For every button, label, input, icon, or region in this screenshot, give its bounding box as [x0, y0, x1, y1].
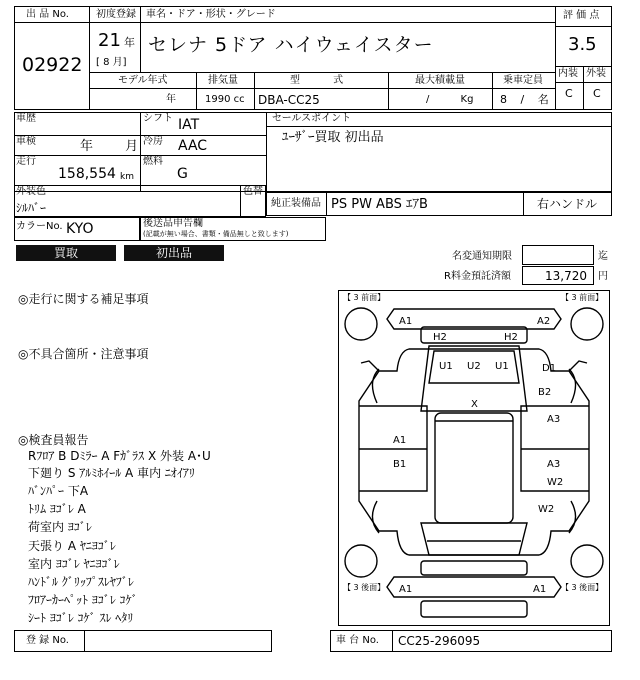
report-line: 天張り A ﾔﾆﾖｺﾞﾚ: [28, 539, 116, 553]
color-frame: [14, 185, 266, 217]
rear-window: [421, 523, 527, 555]
chassis-no: CC25-296095: [398, 634, 481, 648]
model-year-value: 年: [166, 94, 176, 105]
corner-label-tl: 【 3 前面】: [343, 293, 386, 302]
front-bumper: [387, 309, 561, 329]
first-reg-label: 初度登録: [96, 9, 136, 20]
lot-no: 02922: [22, 54, 83, 76]
name-change-box: [522, 245, 594, 265]
exterior-color-label: 外装色: [16, 186, 46, 197]
inspector-report-title: ◎検査員報告: [18, 433, 89, 447]
sales-point-text: ﾕｰｻﾞｰ買取 初出品: [282, 130, 384, 145]
wheel-icon: [571, 308, 603, 340]
name-change-label: 名変通知期限: [452, 251, 512, 262]
docs-note: (記載が無い場合、書類・備品無しと致します): [143, 230, 289, 238]
corner-label-br: 【 3 後面】: [561, 583, 604, 592]
first-reg-year: 21: [98, 30, 121, 51]
mark-w2-right-b: W2: [538, 504, 555, 515]
fuel-label: 燃料: [143, 156, 163, 167]
repaint-label: 色替: [243, 186, 263, 197]
wheel-icon: [345, 545, 377, 577]
rear-garnish: [421, 561, 527, 575]
lot-no-label: 出 品 No.: [26, 9, 69, 20]
mark-a1-bottom-right: A1: [533, 584, 547, 595]
mark-u2: U2: [467, 361, 481, 372]
inspection-value: 年 月: [80, 139, 139, 154]
fuel: G: [177, 166, 188, 182]
interior-grade: C: [565, 87, 573, 100]
report-line: 荷室内 ﾖｺﾞﾚ: [28, 520, 92, 534]
type-label: 型 式: [290, 75, 344, 86]
first-reg-month: [ 8 月]: [96, 57, 127, 68]
capacity: 8 / 名: [500, 93, 549, 106]
score: 3.5: [568, 34, 597, 55]
report-line: 下廻り S ｱﾙﾐﾎｲｰﾙ A 車内 ﾆｵｲｱﾘ: [28, 466, 195, 480]
inspection-label: 車検: [16, 136, 36, 147]
roof: [435, 413, 513, 523]
recycle-amount: 13,720: [545, 269, 587, 283]
model-year-label: モデル年式: [118, 75, 168, 86]
mileage: 158,554: [58, 166, 116, 182]
report-line: Rﾌﾛｱ B Dﾐﾗｰ A Fｶﾞﾗｽ X 外装 A･U: [28, 449, 211, 463]
sales-point-label: セールスポイント: [272, 113, 352, 124]
recycle-label: R料金預託済額: [444, 271, 511, 282]
corner-label-tr: 【 3 前面】: [561, 293, 604, 302]
car-diagram: [338, 290, 610, 626]
report-line: ｼｰﾄ ﾖｺﾞﾚ ｺｹﾞ ｽﾚ ﾍﾀﾘ: [28, 611, 134, 625]
equipment: PS PW ABS ｴｱB: [331, 197, 428, 212]
mark-u1b: U1: [495, 361, 509, 372]
wheel-icon: [571, 545, 603, 577]
exterior-label: 外装: [586, 68, 606, 79]
car-diagram-svg: [339, 291, 609, 625]
name-change-unit: 迄: [598, 251, 608, 262]
first-listing-bar: 初出品: [124, 245, 224, 261]
interior-label: 内装: [558, 68, 578, 79]
displacement-label: 排気量: [208, 75, 238, 86]
report-line: ﾊﾞﾝﾊﾟｰ 下A: [28, 484, 89, 498]
ac-label: 冷房: [143, 136, 163, 147]
docs-label: 後送品申告欄: [143, 218, 203, 229]
first-reg-year-unit: 年: [124, 36, 135, 49]
body-outline: [359, 349, 589, 555]
ac: AAC: [178, 138, 208, 154]
model-type: DBA-CC25: [258, 93, 320, 107]
mark-a3-right-mid: A3: [547, 459, 561, 470]
report-line: ﾄﾘﾑ ﾖｺﾞﾚ A: [28, 502, 86, 516]
report-line: ﾊﾝﾄﾞﾙ ｸﾞﾘｯﾌﾟｽﾚﾔﾌﾞﾚ: [28, 575, 134, 589]
corner-label-bl: 【 3 後面】: [343, 583, 386, 592]
mark-a1-bottom-left: A1: [399, 584, 413, 595]
exterior-grade: C: [593, 87, 601, 100]
history-label: 車歴: [16, 113, 36, 124]
shift-label: シフト: [143, 113, 173, 124]
equipment-label: 純正装備品: [271, 198, 321, 209]
steering: 右ハンドル: [537, 197, 598, 211]
shift: IAT: [178, 117, 200, 133]
exterior-color: ｼﾙﾊﾞｰ: [16, 201, 47, 215]
mark-b2: B2: [538, 387, 552, 398]
reg-no-label: 登 録 No.: [26, 635, 69, 646]
color-no: KYO: [66, 221, 94, 237]
driving-notes-title: ◎走行に関する補足事項: [18, 292, 149, 306]
report-line: ﾌﾛｱｰｶｰﾍﾟｯﾄ ﾖｺﾞﾚ ｺｹﾞ: [28, 593, 138, 607]
max-load: / Kg: [426, 94, 474, 105]
score-label: 評 価 点: [563, 10, 600, 21]
mark-a2-top: A2: [537, 316, 551, 327]
displacement: 1990 cc: [205, 94, 245, 105]
car-name-label: 車名・ドア・形状・グレード: [146, 9, 276, 20]
max-load-label: 最大積載量: [415, 75, 465, 86]
car-name: セレナ 5ドア ハイウェイスター: [148, 34, 434, 56]
defects-title: ◎不具合箇所・注意事項: [18, 347, 149, 361]
mark-x: X: [471, 399, 478, 410]
mark-w2-right-a: W2: [547, 477, 564, 488]
color-no-label: カラーNo.: [16, 221, 63, 232]
capacity-label: 乗車定員: [503, 75, 543, 86]
mileage-unit: km: [120, 172, 134, 182]
rear-step: [421, 601, 527, 617]
mark-a1-left: A1: [393, 435, 407, 446]
mark-h2-left: H2: [433, 332, 447, 343]
mileage-label: 走行: [16, 156, 36, 167]
mark-d1: D1: [542, 363, 557, 374]
chassis-label: 車 台 No.: [336, 635, 379, 646]
mark-b1-left: B1: [393, 459, 407, 470]
mark-a1-top: A1: [399, 316, 413, 327]
wheel-icon: [345, 308, 377, 340]
mark-h2-right: H2: [504, 332, 518, 343]
mark-a3-right-top: A3: [547, 414, 561, 425]
purchase-bar: 買取: [16, 245, 116, 261]
mark-u1: U1: [439, 361, 453, 372]
recycle-unit: 円: [598, 271, 608, 282]
report-line: 室内 ﾖｺﾞﾚ ﾔﾆﾖｺﾞﾚ: [28, 557, 120, 571]
